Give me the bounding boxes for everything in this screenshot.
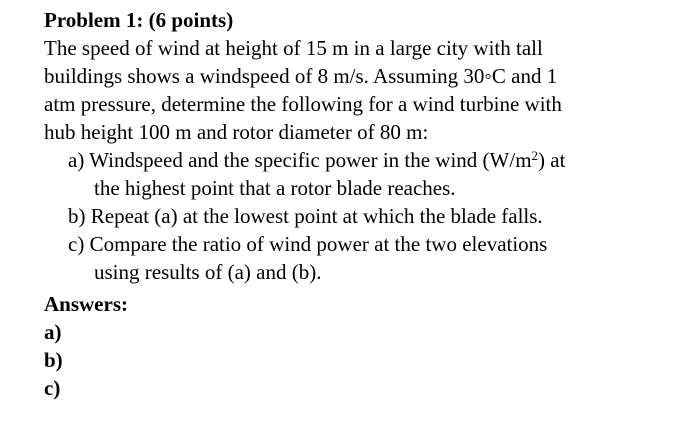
item-a-text-end: ) at [538, 148, 566, 172]
problem-title: Problem 1: (6 points) [44, 8, 234, 32]
answer-label-b: b) [44, 348, 63, 372]
intro-line-1: The speed of wind at height of 15 m in a large city with tall [44, 36, 543, 60]
answers-heading: Answers: [44, 292, 128, 316]
answer-label-a: a) [44, 320, 62, 344]
answer-label-c: c) [44, 376, 61, 400]
item-a-text: a) Windspeed and the specific power in the wind (W/m [68, 148, 532, 172]
intro-line-4: hub height 100 m and rotor diameter of 80 m: [44, 120, 429, 144]
item-b-line-1: b) Repeat (a) at the lowest point at which the blade falls. [68, 204, 543, 228]
item-a-line-2: the highest point that a rotor blade reaches. [94, 176, 456, 200]
item-a-superscript: 2 [531, 148, 539, 163]
item-a-line-1 [68, 146, 565, 174]
intro-line-3: atm pressure, determine the following for a wind turbine with [44, 92, 562, 116]
item-c-line-1: c) Compare the ratio of wind power at the two elevations [68, 232, 548, 256]
intro-line-2: buildings shows a windspeed of 8 m/s. Assuming 30◦C and 1 [44, 64, 558, 88]
item-c-line-2: using results of (a) and (b). [94, 260, 322, 284]
